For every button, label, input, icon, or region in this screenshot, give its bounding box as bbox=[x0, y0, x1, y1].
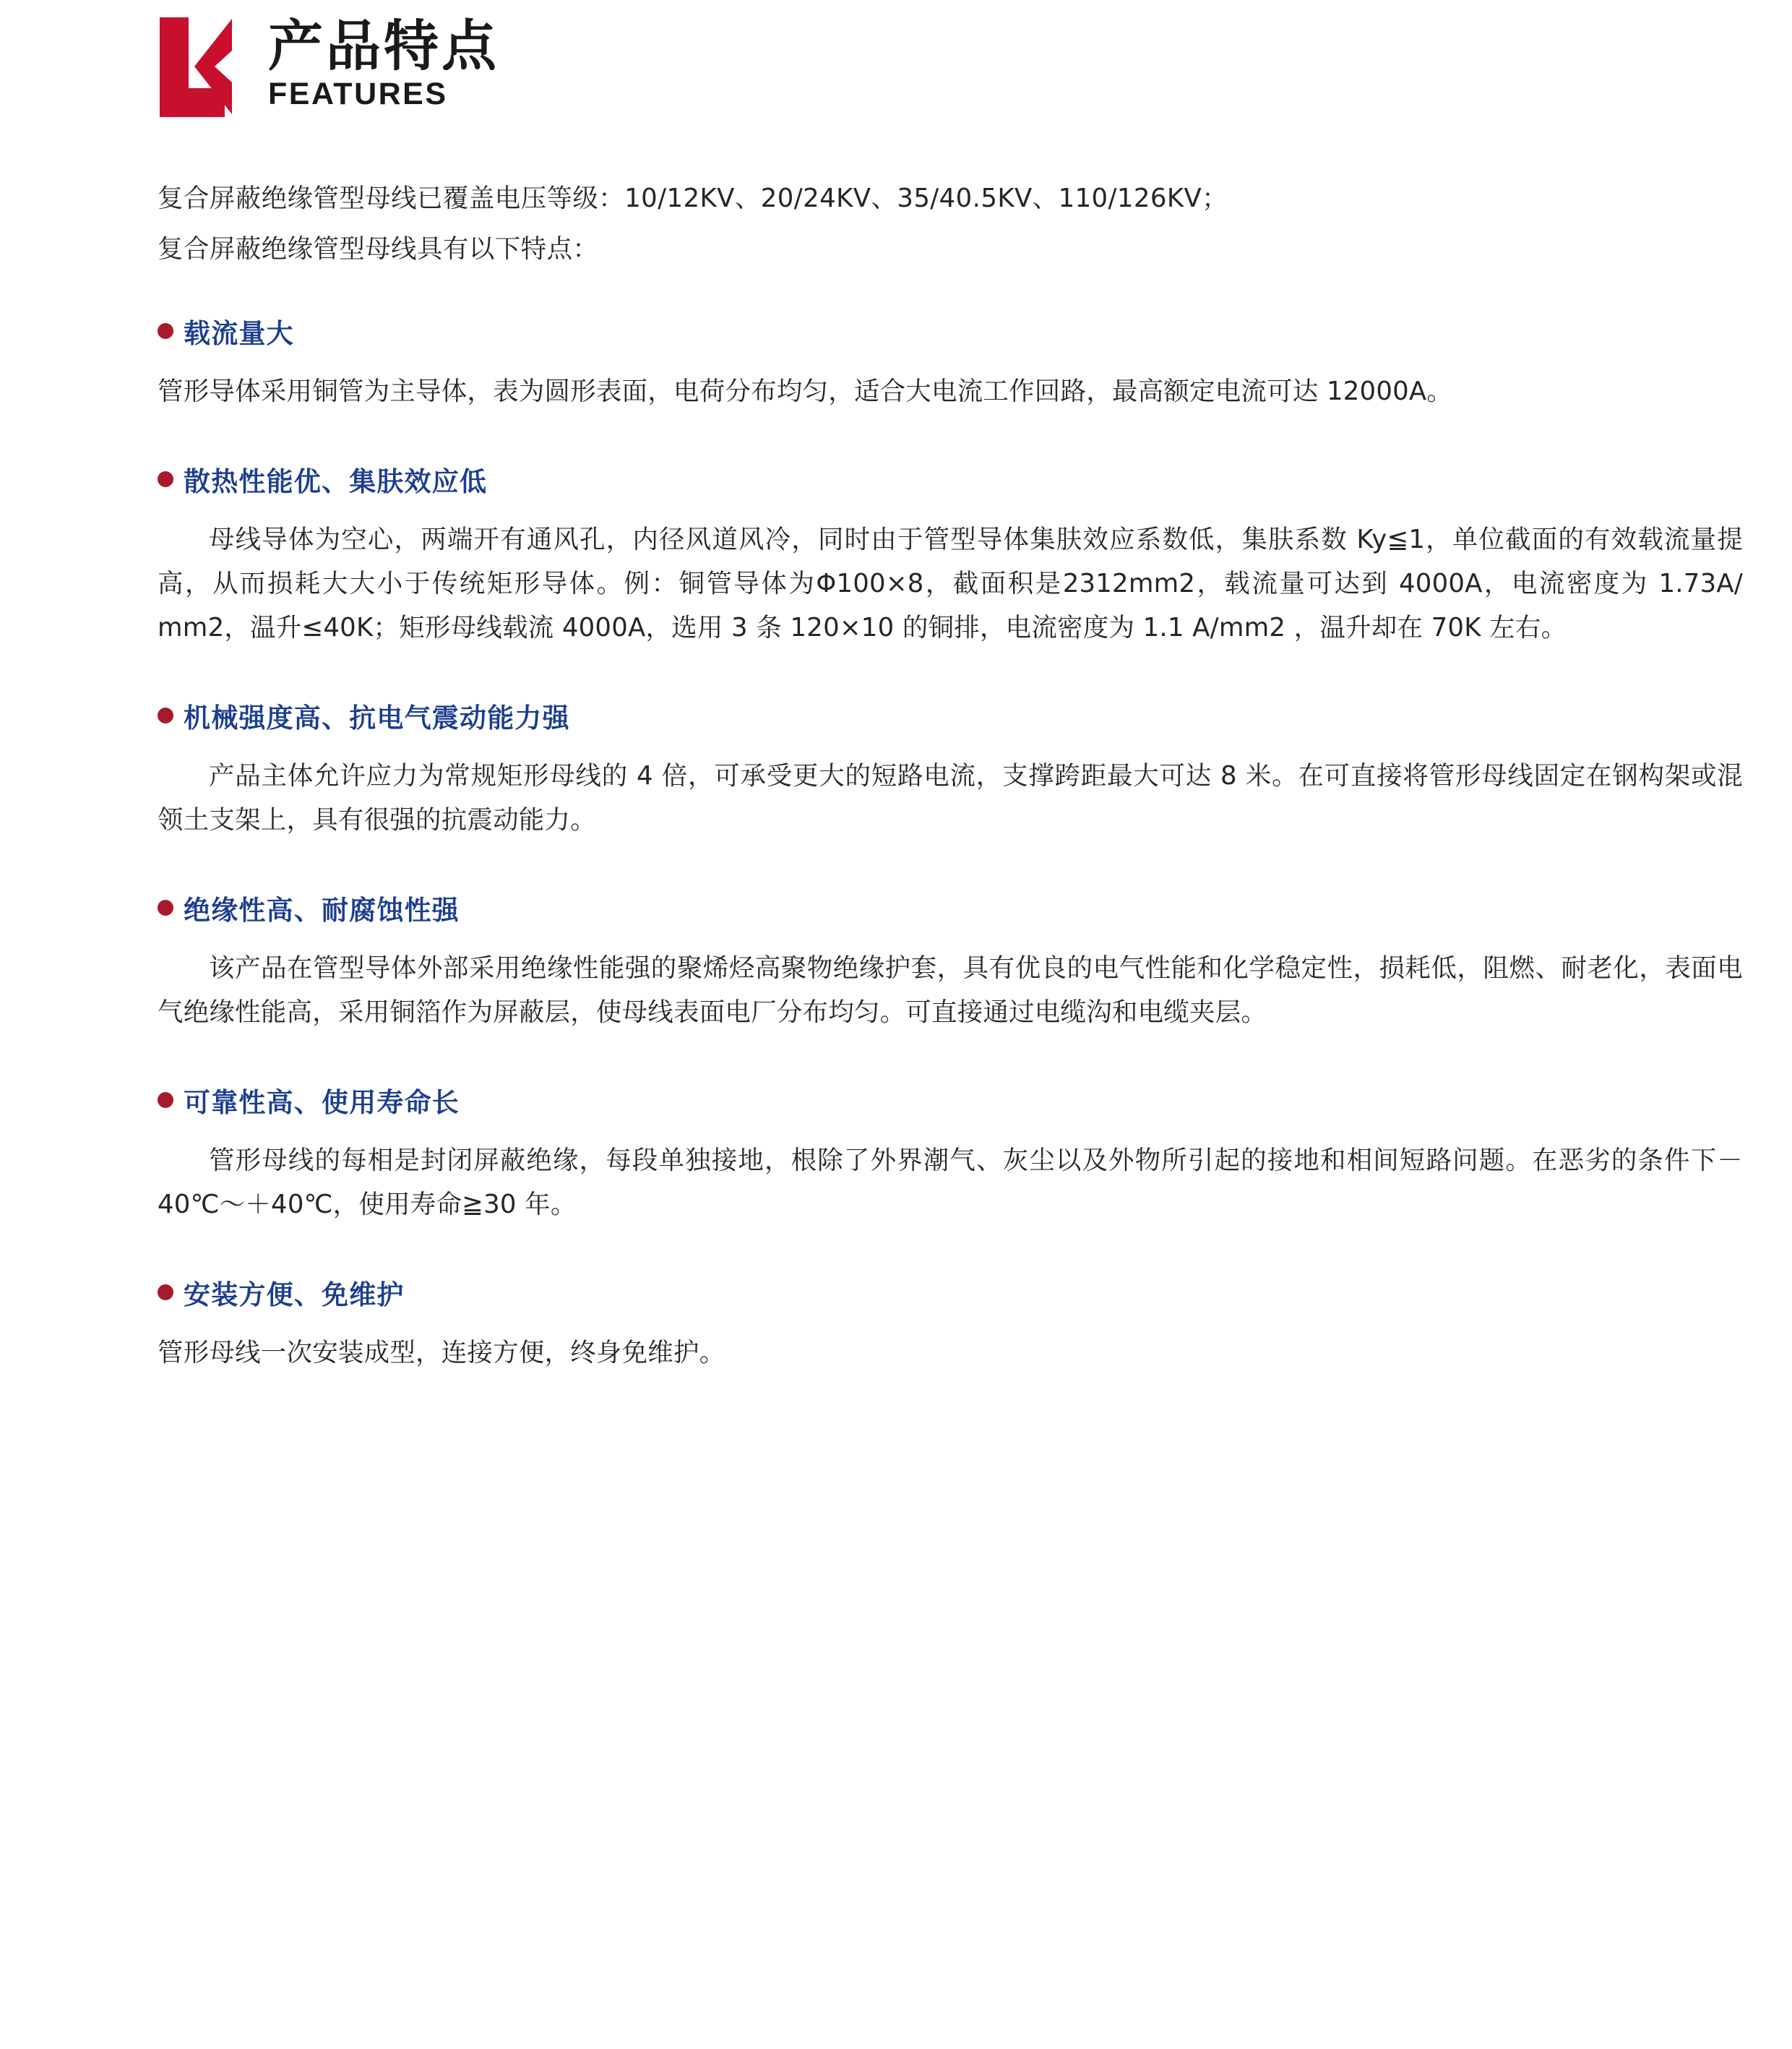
feature-heading-4-label: 绝缘性高、耐腐蚀性强 bbox=[184, 895, 460, 927]
feature-heading-5-label: 可靠性高、使用寿命长 bbox=[184, 1087, 460, 1119]
feature-body-6: 管形母线一次安装成型，连接方便，终身免维护。 bbox=[158, 1338, 725, 1368]
feature-section-1 bbox=[158, 312, 1743, 413]
feature-heading-3-label: 机械强度高、抗电气震动能力强 bbox=[184, 703, 570, 734]
bullet-dot-icon bbox=[158, 471, 173, 487]
feature-section-2 bbox=[158, 460, 1743, 650]
bullet-dot-icon bbox=[158, 1092, 173, 1108]
bullet-dot-icon bbox=[158, 900, 173, 916]
bullet-dot-icon bbox=[158, 1284, 173, 1300]
feature-body-1: 管形导体采用铜管为主导体，表为圆形表面，电荷分布均匀，适合大电流工作回路，最高额定电流可达 12000A。 bbox=[158, 377, 1453, 406]
feature-section-5 bbox=[158, 1081, 1743, 1227]
feature-section-6 bbox=[158, 1273, 1743, 1375]
feature-heading-3 bbox=[158, 696, 1743, 735]
feature-heading-1 bbox=[158, 312, 1743, 351]
feature-body-5: 管形母线的每相是封闭屏蔽绝缘，每段单独接地，根除了外界潮气、灰尘以及外物所引起的接地和相间短路问题。在恶劣的条件下－40℃～＋40℃，使用寿命≧30 年。 bbox=[158, 1146, 1743, 1220]
feature-body-2: 母线导体为空心，两端开有通风孔，内径风道风冷，同时由于管型导体集肤效应系数低，集肤系数 Ky≦1，单位截面的有效载流量提高，从而损耗大大小于传统矩形导体。例：铜管导体为Φ100×8，截面积是2312mm2，载流量可达到 4000A，电流密度为 1.73A/ mm2，温升≤40K；矩形母线载流 4000A，选用 3 条 120×10 的铜排，电流密度为 1.1 A/mm2 ，温升却在 70K 左右。 bbox=[158, 525, 1743, 643]
page-title-cn: 产品特点 bbox=[268, 14, 499, 78]
feature-heading-2 bbox=[158, 460, 1743, 499]
feature-heading-6-label: 安装方便、免维护 bbox=[184, 1279, 405, 1311]
feature-section-4 bbox=[158, 888, 1743, 1034]
intro-line-2: 复合屏蔽绝缘管型母线具有以下特点： bbox=[158, 233, 599, 264]
header-title-block bbox=[268, 13, 499, 111]
feature-body-3: 产品主体允许应力为常规矩形母线的 4 倍，可承受更大的短路电流，支撑跨距最大可达 8 米。在可直接将管形母线固定在钢构架或混领土支架上，具有很强的抗震动能力。 bbox=[158, 761, 1743, 836]
feature-section-3 bbox=[158, 696, 1743, 842]
document-content bbox=[158, 178, 1743, 1375]
feature-heading-6 bbox=[158, 1273, 1743, 1312]
page-header bbox=[155, 13, 499, 121]
feature-heading-1-label: 载流量大 bbox=[184, 318, 294, 349]
bullet-dot-icon bbox=[158, 708, 173, 723]
feature-body-4: 该产品在管型导体外部采用绝缘性能强的聚烯烃高聚物绝缘护套，具有优良的电气性能和化学稳定性，损耗低，阻燃、耐老化，表面电气绝缘性能高，采用铜箔作为屏蔽层，使母线表面电厂分布均匀。可直接通过电缆沟和电缆夹层。 bbox=[158, 953, 1743, 1028]
brand-logo-icon bbox=[155, 13, 255, 121]
intro-line-1: 复合屏蔽绝缘管型母线已覆盖电压等级：10/12KV、20/24KV、35/40.5KV、110/126KV； bbox=[158, 184, 1228, 213]
feature-heading-4 bbox=[158, 888, 1743, 927]
bullet-dot-icon bbox=[158, 323, 173, 339]
page-title-en: FEATURES bbox=[268, 76, 448, 111]
feature-heading-5 bbox=[158, 1081, 1743, 1120]
feature-heading-2-label: 散热性能优、集肤效应低 bbox=[184, 466, 488, 498]
